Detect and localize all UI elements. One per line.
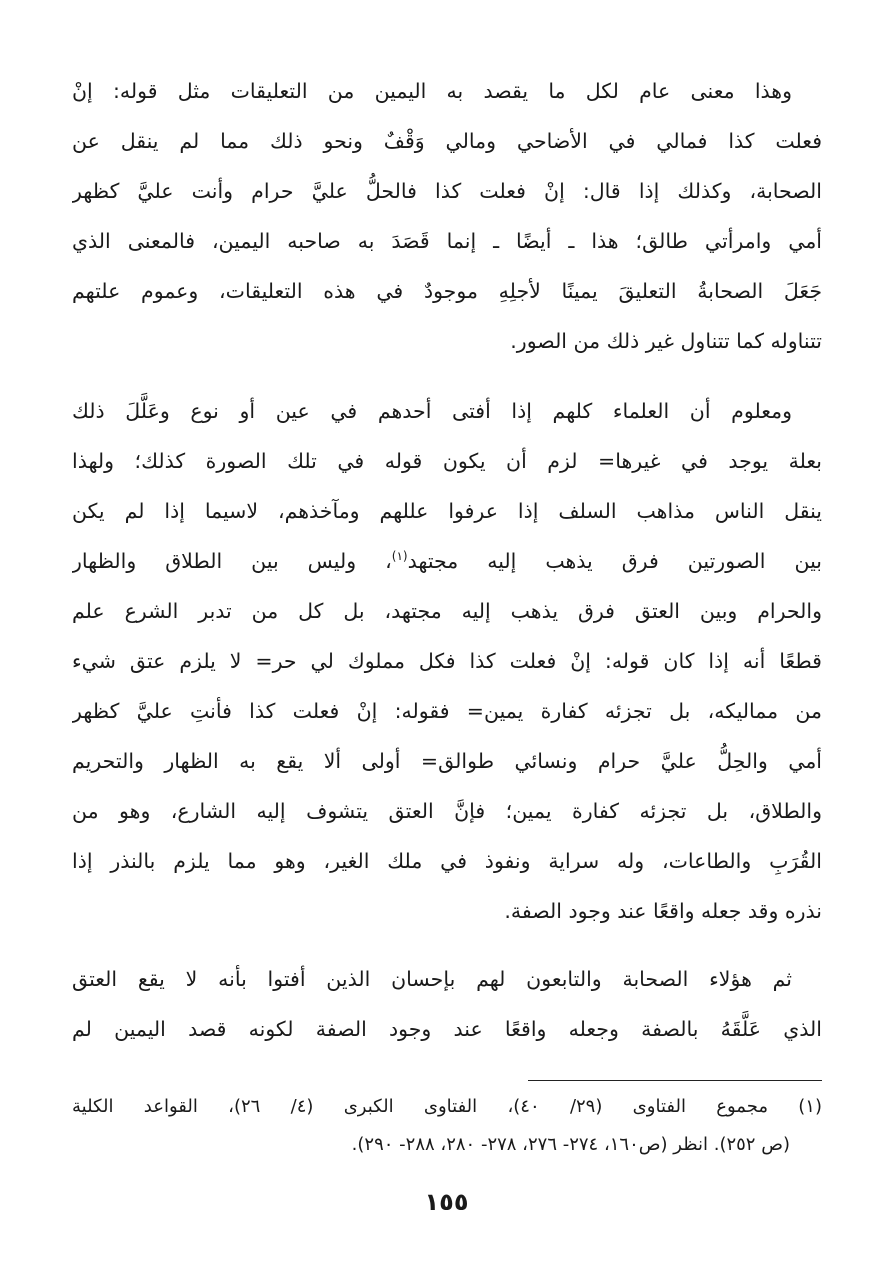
text-line: فعلت كذا فمالي في الأضاحي ومالي وَقْفٌ ونحو ذلك مما لم ينقل عن: [72, 129, 822, 153]
text-line: أمي وامرأتي طالق؛ هذا ـ أيضًا ـ إنما قَصَدَ به صاحبه اليمين، فالمعنى الذي: [72, 229, 822, 253]
text-line: الصحابة، وكذلك إذا قال: إنْ فعلت كذا فالحلُّ عليَّ حرام وأنت عليَّ كظهر: [72, 179, 822, 203]
text-line: ومعلوم أن العلماء كلهم إذا أفتى أحدهم في عين أو نوع وعَلَّلَ ذلك: [72, 399, 792, 423]
text-line: قطعًا أنه إذا كان قوله: إنْ فعلت كذا فكل مملوك لي حر= لا يلزم عتق شيء: [72, 649, 822, 673]
text-segment: بين الصورتين فرق يذهب إليه مجتهد: [407, 549, 822, 573]
text-line-with-footnote: [72, 536, 822, 586]
paragraph-3: [72, 954, 822, 1054]
paragraph-1: [72, 66, 822, 366]
text-line: جَعَلَ الصحابةُ التعليقَ يمينًا لأجلِهِ موجودٌ في هذه التعليقات، وعموم علتهم: [72, 279, 822, 303]
text-line: القُرَبِ والطاعات، وله سراية ونفوذ في ملك الغير، وهو مما يلزم بالنذر إذا: [72, 849, 822, 873]
text-line: الذي عَلَّقَهُ بالصفة وجعله واقعًا عند وجود الصفة لكونه قصد اليمين لم: [72, 1017, 822, 1041]
page-number: ١٥٥: [424, 1188, 469, 1216]
text-line: ثم هؤلاء الصحابة والتابعون لهم بإحسان الذين أفتوا بأنه لا يقع العتق: [72, 967, 792, 991]
page-body: [72, 66, 822, 1054]
footnote-marker[interactable]: (١): [391, 549, 408, 564]
text-line: بعلة يوجد في غيرها= لزم أن يكون قوله في تلك الصورة كذلك؛ ولهذا: [72, 449, 822, 473]
footnote-line: (١) مجموع الفتاوى (٢٩/ ٤٠)، الفتاوى الكبرى (٤/ ٢٦)، القواعد الكلية: [72, 1096, 822, 1117]
footnotes: [72, 1088, 822, 1164]
text-line: نذره وقد جعله واقعًا عند وجود الصفة.: [504, 899, 822, 923]
text-line: أمي والحِلُّ عليَّ حرام ونسائي طوالق= أولى ألا يقع به الظهار والتحريم: [72, 749, 822, 773]
text-segment: ، وليس بين الطلاق والظهار: [72, 549, 392, 573]
text-line: والطلاق، بل تجزئه كفارة يمين؛ فإنَّ العتق يتشوف إليه الشارع، وهو من: [72, 799, 822, 823]
text-line: ينقل الناس مذاهب السلف إذا عرفوا عللهم ومآخذهم، لاسيما إذا لم يكن: [72, 499, 822, 523]
text-line: من مماليكه، بل تجزئه كفارة يمين= فقوله: إنْ فعلت كذا فأنتِ عليَّ كظهر: [72, 699, 822, 723]
footnote-line: (ص ٢٥٢). انظر (ص١٦٠، ٢٧٤- ٢٧٦، ٢٧٨- ٢٨٠، ٢٨٨- ٢٩٠).: [351, 1134, 790, 1155]
text-line: وهذا معنى عام لكل ما يقصد به اليمين من التعليقات مثل قوله: إنْ: [72, 79, 792, 103]
paragraph-gap: [72, 936, 822, 954]
paragraph-gap: [72, 366, 822, 386]
footnote-separator: [528, 1080, 822, 1081]
text-line: والحرام وبين العتق فرق يذهب إليه مجتهد، بل كل من تدبر الشرع علم: [72, 599, 822, 623]
paragraph-2: [72, 386, 822, 936]
text-line: تتناوله كما تتناول غير ذلك من الصور.: [510, 329, 822, 353]
